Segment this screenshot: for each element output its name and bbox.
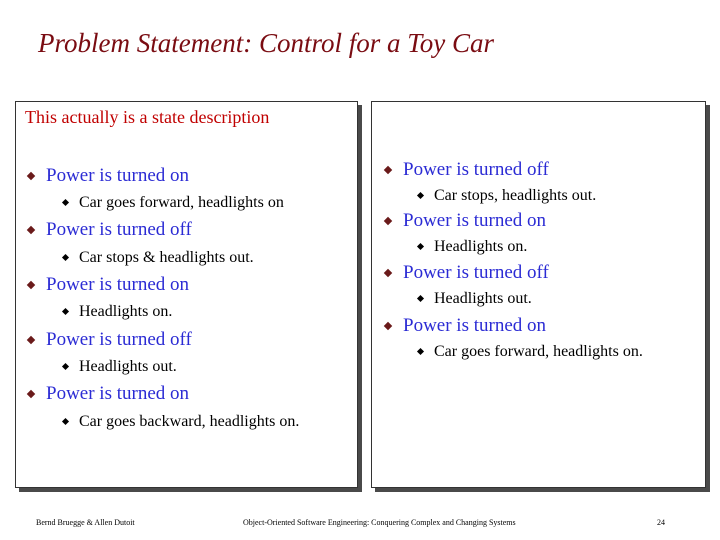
left-panel (15, 101, 358, 488)
footer-authors: Bernd Bruegge & Allen Dutoit (36, 518, 135, 527)
sub-bullet-icon (62, 363, 69, 370)
sub-bullet-icon (417, 295, 424, 302)
diamond-bullet-icon (384, 217, 392, 225)
diamond-bullet-icon (384, 269, 392, 277)
sub-bullet-text: Headlights on. (434, 238, 528, 255)
diamond-bullet-icon (384, 166, 392, 174)
bullet-text: Power is turned off (46, 219, 192, 240)
diamond-bullet-icon (384, 322, 392, 330)
sub-bullet-text: Car goes forward, headlights on (79, 194, 284, 211)
bullet-text: Power is turned on (403, 210, 547, 231)
sub-bullet-icon (417, 348, 424, 355)
sub-bullet-text: Car stops, headlights out. (434, 187, 597, 204)
bullet-text: Power is turned on (46, 274, 190, 295)
bullet-text: Power is turned on (46, 383, 190, 404)
sub-bullet-text: Headlights out. (79, 358, 177, 375)
bullet-text: Power is turned on (46, 165, 190, 186)
sub-bullet-icon (417, 192, 424, 199)
diamond-bullet-icon (27, 390, 35, 398)
diamond-bullet-icon (27, 336, 35, 344)
sub-bullet-text: Car goes forward, headlights on. (434, 343, 643, 360)
bullet-text: Power is turned on (403, 315, 547, 336)
sub-bullet-text: Car stops & headlights out. (79, 249, 254, 266)
sub-bullet-icon (62, 254, 69, 261)
diamond-bullet-icon (27, 281, 35, 289)
footer-page-number: 24 (657, 518, 665, 527)
sub-bullet-text: Car goes backward, headlights on. (79, 413, 300, 430)
sub-bullet-icon (62, 199, 69, 206)
sub-bullet-text: Headlights on. (79, 303, 173, 320)
bullet-text: Power is turned off (403, 262, 549, 283)
bullet-text: Power is turned off (46, 329, 192, 350)
sub-bullet-text: Headlights out. (434, 290, 532, 307)
sub-bullet-icon (417, 243, 424, 250)
footer-book-title: Object-Oriented Software Engineering: Conquering Complex and Changing Systems (243, 518, 516, 527)
diamond-bullet-icon (27, 172, 35, 180)
sub-bullet-icon (62, 418, 69, 425)
panel-header: This actually is a state description (25, 107, 270, 127)
diamond-bullet-icon (27, 226, 35, 234)
slide-title: Problem Statement: Control for a Toy Car (38, 28, 495, 58)
right-panel (371, 101, 706, 488)
bullet-text: Power is turned off (403, 159, 549, 180)
sub-bullet-icon (62, 308, 69, 315)
